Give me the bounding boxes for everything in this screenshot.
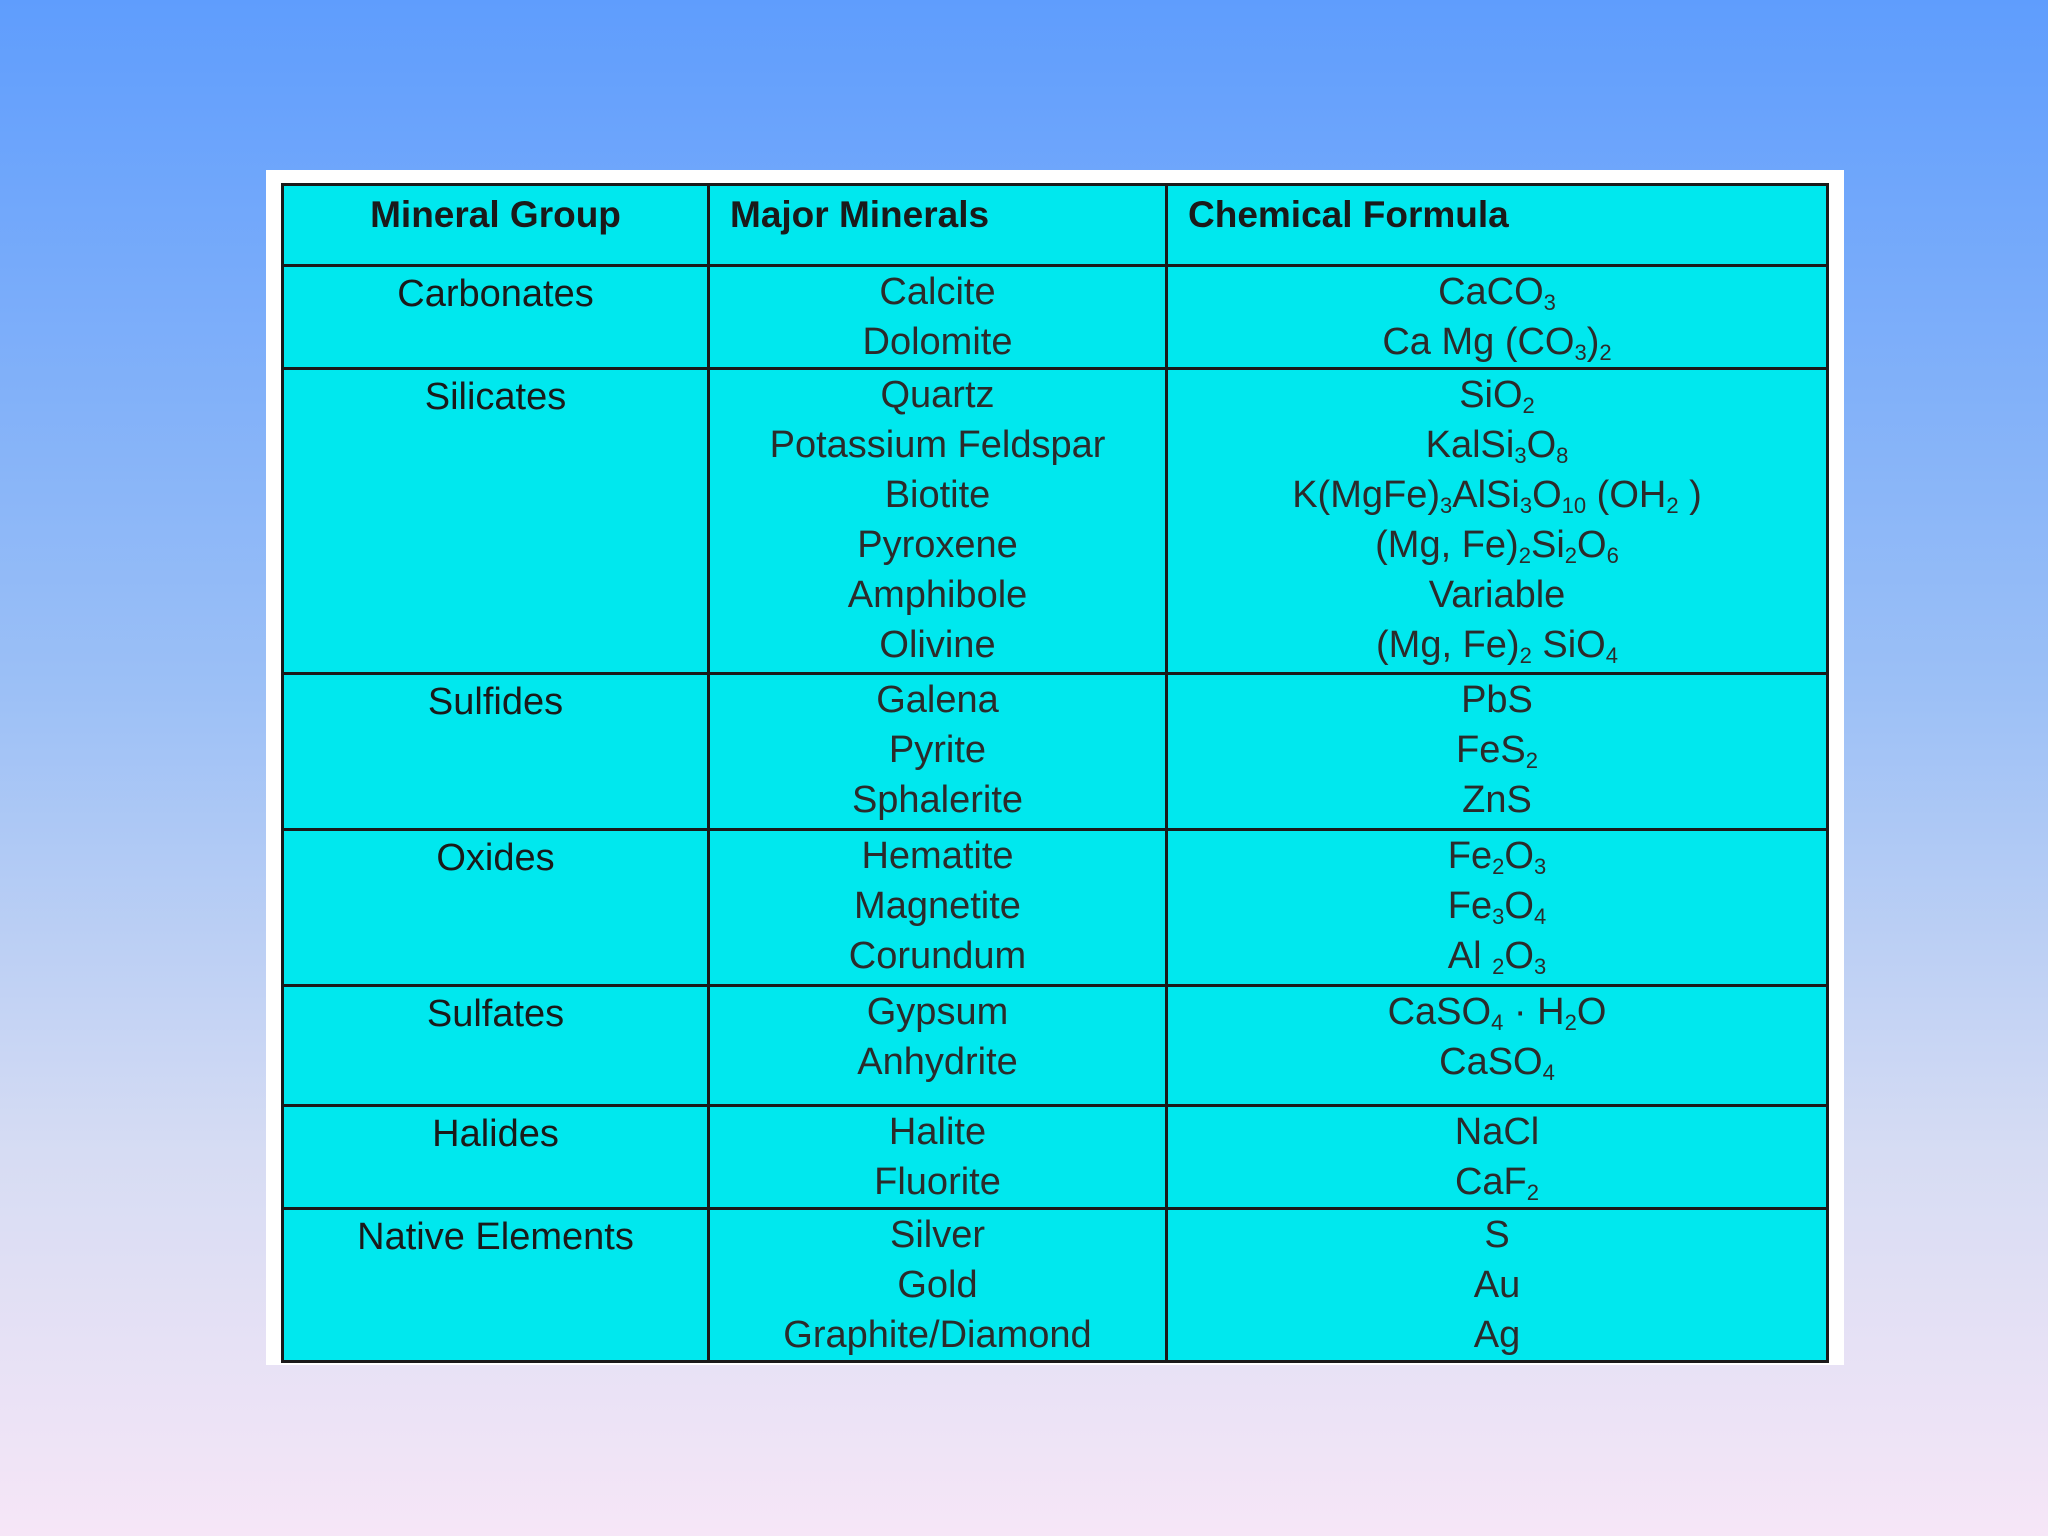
chemical-formula (1168, 520, 1826, 570)
formula-subscript: 2 (1492, 854, 1505, 879)
header-chemical-formula: Chemical Formula (1167, 185, 1828, 266)
formula-text: Fe (1447, 835, 1493, 877)
chemical-formula (1168, 370, 1826, 420)
formula-text: Ag (1473, 1314, 1521, 1356)
formula-text: O (1576, 991, 1607, 1033)
formula-text: CaSO (1387, 991, 1492, 1033)
mineral-name: Quartz (880, 374, 995, 416)
formula-text: ) (1678, 474, 1702, 516)
chemical-formula (1168, 725, 1826, 775)
chemical-formula (1168, 675, 1826, 725)
formula-text: SiO (1459, 374, 1523, 416)
formula-text: FeS (1456, 729, 1526, 771)
chemical-formula-cell (1167, 1106, 1828, 1209)
formula-subscript: 2 (1522, 393, 1535, 418)
chemical-formula (1168, 1210, 1826, 1260)
mineral-name: Pyroxene (857, 524, 1018, 566)
mineral-group-cell: Sulfates (283, 986, 709, 1106)
chemical-formula (1168, 831, 1826, 881)
chemical-formula (1168, 881, 1826, 931)
formula-subscript: 2 (1525, 748, 1538, 773)
slide-frame (266, 170, 1844, 1365)
formula-text: O (1532, 474, 1562, 516)
mineral-group-cell: Native Elements (283, 1209, 709, 1362)
major-minerals-cell (709, 1209, 1167, 1362)
mineral-name: Gold (897, 1264, 978, 1306)
mineral-group-cell: Carbonates (283, 266, 709, 369)
formula-text: Al (1447, 935, 1493, 977)
formula-text: O (1577, 524, 1607, 566)
mineral-name: Silver (889, 1214, 986, 1256)
table-row (283, 369, 1828, 674)
table-body (283, 266, 1828, 1362)
mineral-group-cell: Halides (283, 1106, 709, 1209)
formula-subscript: 3 (1533, 954, 1547, 979)
chemical-formula (1168, 987, 1826, 1037)
formula-text: O (1526, 424, 1557, 466)
formula-text: Variable (1428, 574, 1566, 616)
formula-subscript: 3 (1492, 904, 1505, 929)
formula-text: Si (1530, 524, 1565, 566)
formula-subscript: 2 (1666, 493, 1679, 518)
mineral-group-cell: Oxides (283, 830, 709, 986)
formula-text: PbS (1461, 679, 1533, 721)
formula-subscript: 2 (1526, 1180, 1540, 1205)
formula-text: S (1484, 1214, 1510, 1256)
formula-text: (OH (1586, 474, 1667, 516)
mineral-name: Sphalerite (851, 779, 1024, 821)
header-major-minerals: Major Minerals (709, 185, 1167, 266)
major-minerals-cell (709, 674, 1167, 830)
mineral-name: Galena (876, 679, 999, 721)
mineral-name: Fluorite (874, 1161, 1001, 1203)
formula-subscript: 3 (1514, 443, 1527, 468)
major-minerals-cell (709, 369, 1167, 674)
chemical-formula (1168, 775, 1826, 825)
formula-subscript: 6 (1606, 543, 1619, 568)
chemical-formula (1168, 570, 1826, 620)
formula-text: CaCO (1438, 271, 1544, 313)
formula-subscript: 4 (1491, 1010, 1504, 1035)
formula-subscript: 4 (1533, 904, 1547, 929)
formula-text: O (1504, 885, 1534, 927)
formula-text: (Mg, Fe) (1375, 524, 1519, 566)
mineral-name: Dolomite (862, 321, 1013, 363)
formula-subscript: 10 (1561, 493, 1587, 518)
mineral-name: Hematite (861, 835, 1014, 877)
mineral-name: Anhydrite (857, 1041, 1018, 1083)
major-minerals-cell (709, 986, 1167, 1106)
major-minerals-cell (709, 1106, 1167, 1209)
formula-text: Fe (1447, 885, 1493, 927)
formula-text: SiO (1531, 624, 1606, 666)
mineral-name: Calcite (879, 271, 996, 313)
chemical-formula (1168, 420, 1826, 470)
major-minerals-cell (709, 266, 1167, 369)
formula-text: CaSO (1439, 1041, 1543, 1083)
mineral-table (281, 183, 1829, 1363)
chemical-formula-cell (1167, 674, 1828, 830)
table-row (283, 674, 1828, 830)
formula-text: K(MgFe) (1292, 474, 1440, 516)
formula-subscript: 2 (1492, 954, 1505, 979)
chemical-formula (1168, 267, 1826, 317)
mineral-name: Amphibole (847, 574, 1028, 616)
table-row (283, 986, 1828, 1106)
chemical-formula-cell (1167, 1209, 1828, 1362)
formula-subscript: 2 (1518, 543, 1531, 568)
formula-subscript: 3 (1519, 493, 1533, 518)
formula-text: (Mg, Fe) (1376, 624, 1520, 666)
chemical-formula (1168, 1310, 1826, 1360)
major-minerals-cell (709, 830, 1167, 986)
formula-text: Au (1473, 1264, 1521, 1306)
formula-subscript: 2 (1564, 1010, 1577, 1035)
header-mineral-group: Mineral Group (283, 185, 709, 266)
formula-subscript: 2 (1564, 543, 1578, 568)
chemical-formula (1168, 1260, 1826, 1310)
mineral-name: Potassium Feldspar (769, 424, 1106, 466)
mineral-name: Corundum (848, 935, 1027, 977)
chemical-formula-cell (1167, 369, 1828, 674)
mineral-name: Halite (888, 1111, 987, 1153)
chemical-formula (1168, 931, 1826, 981)
formula-text: ZnS (1462, 779, 1532, 821)
chemical-formula (1168, 1157, 1826, 1207)
formula-text: KalSi (1425, 424, 1515, 466)
table-row (283, 830, 1828, 986)
chemical-formula-cell (1167, 830, 1828, 986)
chemical-formula (1168, 1107, 1826, 1157)
formula-text: ) (1586, 321, 1600, 363)
mineral-name: Olivine (879, 624, 996, 666)
formula-text: · H (1503, 991, 1565, 1033)
formula-text: NaCl (1454, 1111, 1540, 1153)
formula-text: O (1504, 835, 1534, 877)
chemical-formula-cell (1167, 986, 1828, 1106)
mineral-group-cell: Silicates (283, 369, 709, 674)
mineral-name: Gypsum (866, 991, 1009, 1033)
formula-subscript: 3 (1574, 340, 1587, 365)
formula-text: O (1504, 935, 1534, 977)
formula-text: AlSi (1452, 474, 1520, 516)
formula-subscript: 3 (1439, 493, 1453, 518)
formula-subscript: 2 (1599, 340, 1612, 365)
mineral-group-cell: Sulfides (283, 674, 709, 830)
mineral-name: Pyrite (888, 729, 987, 771)
mineral-name: Graphite/Diamond (783, 1314, 1092, 1356)
formula-subscript: 4 (1542, 1060, 1555, 1085)
mineral-name: Biotite (884, 474, 991, 516)
mineral-name: Magnetite (854, 885, 1021, 927)
chemical-formula-cell (1167, 266, 1828, 369)
table-row (283, 1106, 1828, 1209)
formula-subscript: 3 (1543, 290, 1556, 315)
header-row (283, 185, 1828, 266)
formula-subscript: 4 (1605, 643, 1618, 668)
table-row (283, 266, 1828, 369)
formula-text: CaF (1454, 1161, 1527, 1203)
chemical-formula (1168, 1037, 1826, 1087)
formula-text: Ca Mg (CO (1382, 321, 1575, 363)
formula-subscript: 8 (1556, 443, 1569, 468)
table-row (283, 1209, 1828, 1362)
formula-subscript: 2 (1519, 643, 1532, 668)
chemical-formula (1168, 317, 1826, 367)
formula-subscript: 3 (1533, 854, 1547, 879)
chemical-formula (1168, 470, 1826, 520)
chemical-formula (1168, 620, 1826, 670)
